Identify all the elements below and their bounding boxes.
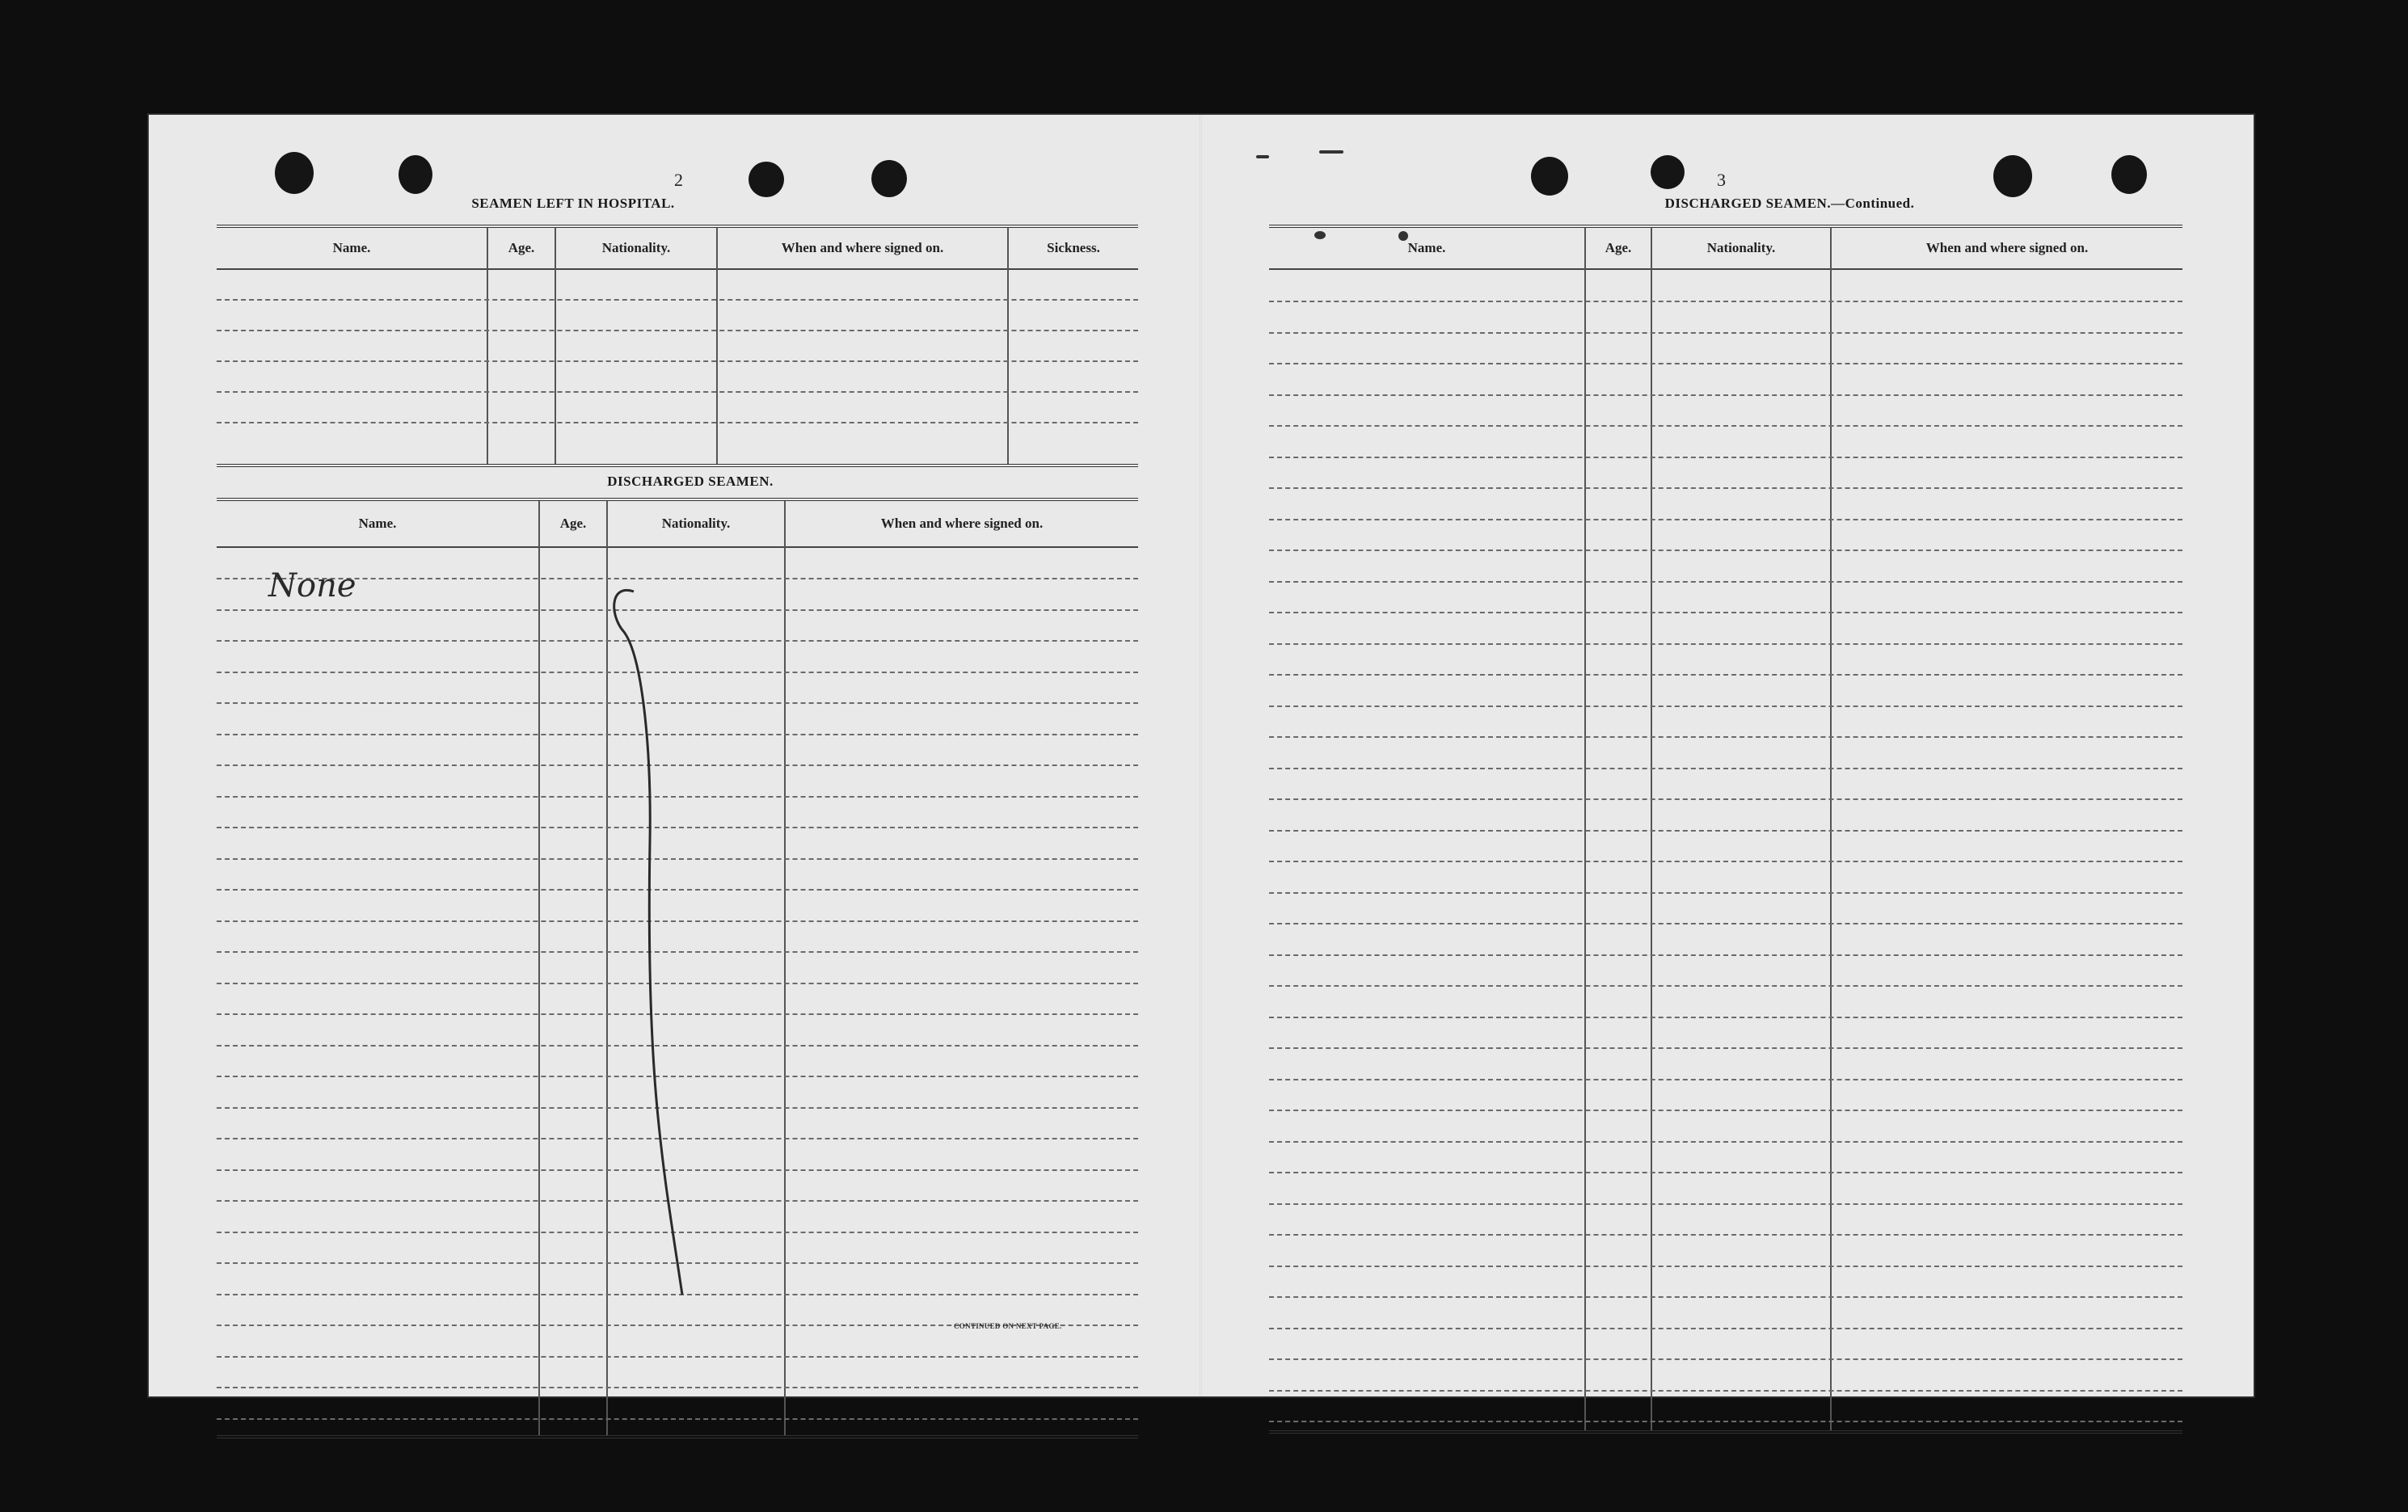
table-row — [1269, 736, 2182, 738]
page-number-right: 3 — [1717, 170, 1726, 190]
table-row — [1269, 1234, 2182, 1236]
table-row — [1269, 1390, 2182, 1392]
table-row — [1269, 1328, 2182, 1329]
continued-note: CONTINUED ON NEXT PAGE. — [954, 1322, 1062, 1330]
document-sheet — [149, 115, 2254, 1396]
table-row — [1269, 550, 2182, 551]
table-row — [1269, 1296, 2182, 1298]
table-row — [1269, 985, 2182, 987]
discharged-continued-title — [1523, 196, 2056, 212]
discharged-section-title: DISCHARGED SEAMEN. — [607, 474, 774, 489]
table-row — [1269, 457, 2182, 458]
punch-hole — [1651, 155, 1685, 189]
table-row — [1269, 487, 2182, 489]
table-row — [1269, 301, 2182, 302]
table-row — [1269, 1017, 2182, 1018]
table-row — [217, 1418, 1138, 1420]
table-row — [1269, 363, 2182, 364]
column-header-when-where: When and where signed on. — [880, 516, 1044, 531]
punch-hole — [749, 162, 784, 197]
discharged-continued-table-header — [1269, 228, 2182, 270]
column-header-nationality: Nationality. — [601, 240, 671, 255]
table-row — [1269, 1110, 2182, 1111]
table-row — [217, 330, 1138, 331]
column-divider — [1007, 228, 1009, 464]
table-row — [1269, 581, 2182, 583]
column-header-age: Age. — [508, 240, 535, 255]
discharged-continued-title-main: DISCHARGED SEAMEN. — [1664, 196, 1832, 211]
column-header-sickness: Sickness. — [1047, 240, 1100, 255]
punch-hole — [871, 160, 907, 197]
handwritten-entry-name: None — [268, 567, 356, 604]
table-row — [1269, 798, 2182, 800]
table-row — [1269, 1358, 2182, 1360]
table-row — [217, 391, 1138, 393]
page-number-left: 2 — [674, 170, 683, 190]
table-row — [1269, 1421, 2182, 1422]
table-row — [1269, 1047, 2182, 1049]
table-row — [1269, 1266, 2182, 1267]
column-header-age: Age. — [559, 516, 587, 531]
table-row — [217, 422, 1138, 423]
center-fold — [1200, 115, 1202, 1396]
table-row — [1269, 1203, 2182, 1205]
column-header-name: Name. — [332, 240, 371, 255]
column-header-nationality: Nationality. — [661, 516, 731, 531]
table-row — [1269, 1141, 2182, 1143]
table-row — [1269, 1172, 2182, 1173]
table-row — [1269, 830, 2182, 832]
column-header-age: Age. — [1605, 240, 1632, 255]
column-header-when-where: When and where signed on. — [781, 240, 944, 255]
punch-hole — [399, 155, 432, 194]
ink-smudge — [1319, 150, 1343, 154]
table-row — [1269, 332, 2182, 334]
discharged-continued-table — [1269, 225, 2182, 1434]
punch-hole — [1993, 155, 2032, 197]
table-row — [1269, 674, 2182, 676]
column-header-name: Name. — [358, 516, 397, 531]
column-divider — [487, 228, 488, 464]
table-row — [1269, 1079, 2182, 1080]
ink-smudge — [1256, 155, 1269, 158]
handwritten-ditto-stroke — [601, 583, 698, 1295]
table-row — [1269, 923, 2182, 924]
column-divider — [555, 228, 556, 464]
column-divider — [716, 228, 718, 464]
table-row — [217, 360, 1138, 362]
punch-hole — [275, 152, 314, 194]
hospital-section-title: SEAMEN LEFT IN HOSPITAL. — [471, 196, 675, 211]
table-row — [217, 1387, 1138, 1388]
table-row — [1269, 705, 2182, 707]
table-row — [1269, 861, 2182, 862]
table-row — [1269, 425, 2182, 427]
table-row — [217, 1356, 1138, 1358]
column-header-name: Name. — [1407, 240, 1446, 255]
discharged-continued-title-suffix: —Continued. — [1831, 196, 1915, 211]
table-row — [1269, 394, 2182, 396]
table-row — [1269, 892, 2182, 894]
discharged-table-header — [217, 501, 1138, 548]
hospital-table — [217, 225, 1138, 467]
hospital-table-header — [217, 228, 1138, 270]
punch-hole — [1531, 157, 1568, 196]
column-header-when-where: When and where signed on. — [1925, 240, 2089, 255]
column-header-nationality: Nationality. — [1706, 240, 1776, 255]
table-row — [1269, 954, 2182, 956]
table-row — [1269, 519, 2182, 520]
table-row — [1269, 612, 2182, 613]
punch-hole — [2111, 155, 2147, 194]
table-row — [1269, 768, 2182, 769]
table-row — [1269, 643, 2182, 645]
table-row — [217, 299, 1138, 301]
